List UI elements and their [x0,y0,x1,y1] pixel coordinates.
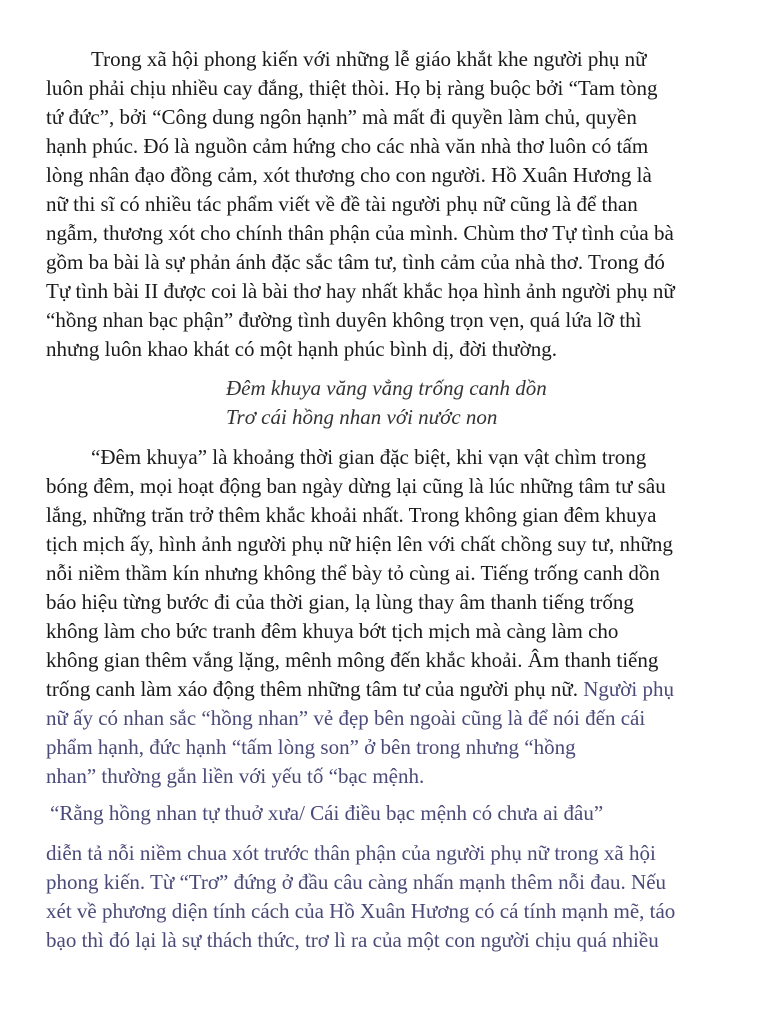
highlighted-text-line: phẩm hạnh, đức hạnh “tấm lòng son” ở bên trong nhưng “hồng [46,735,576,759]
highlighted-text-line: nhan” thường gắn liền với yếu tố “bạc mệnh. [46,764,425,788]
poem-line: Trơ cái hồng nhan với nước non [226,405,498,429]
text-line: gồm ba bài là sự phản ánh đặc sắc tâm tư, tình cảm của nhà thơ. Trong đó [46,250,665,274]
text-line: nỗi niềm thầm kín nhưng không thể bày tỏ cùng ai. Tiếng trống canh dồn [46,561,660,585]
text-line: “hồng nhan bạc phận” đường tình duyên không trọn vẹn, quá lứa lỡ thì [46,308,642,332]
text-line: Trong xã hội phong kiến với những lễ giáo khắt khe người phụ nữ [91,47,647,71]
poem-excerpt [226,374,547,432]
text-line: lòng nhân đạo đồng cảm, xót thương cho con người. Hồ Xuân Hương là [46,163,652,187]
text-segment: trống canh làm xáo động thêm những tâm tư của người phụ nữ. [46,677,578,701]
text-line: nữ thi sĩ có nhiều tác phẩm viết về đề tài người phụ nữ cũng là để than [46,192,638,216]
text-line [46,675,726,704]
text-line: luôn phải chịu nhiều cay đắng, thiệt thòi. Họ bị ràng buộc bởi “Tam tòng [46,76,658,100]
text-line: báo hiệu từng bước đi của thời gian, lạ lùng thay âm thanh tiếng trống [46,590,634,614]
analysis-paragraph [46,443,726,791]
closing-paragraph [46,839,726,955]
text-line: không làm cho bức tranh đêm khuya bớt tịch mịch mà càng làm cho [46,619,619,643]
highlighted-text-line: bạo thì đó lại là sự thách thức, trơ lì ra của một con người chịu quá nhiều [46,928,659,952]
intro-paragraph [46,45,726,364]
text-line: lắng, những trăn trở thêm khắc khoải nhất. Trong không gian đêm khuya [46,503,657,527]
highlighted-text-line: phong kiến. Từ “Trơ” đứng ở đầu câu càng nhấn mạnh thêm nỗi đau. Nếu [46,870,667,894]
text-line: tứ đức”, bởi “Công dung ngôn hạnh” mà mất đi quyền làm chủ, quyền [46,105,637,129]
text-line: “Đêm khuya” là khoảng thời gian đặc biệt, khi vạn vật chìm trong [91,445,647,469]
text-line: Tự tình bài II được coi là bài thơ hay nhất khắc họa hình ảnh người phụ nữ [46,279,675,303]
text-line: ngẫm, thương xót cho chính thân phận của mình. Chùm thơ Tự tình của bà [46,221,674,245]
text-line: hạnh phúc. Đó là nguồn cảm hứng cho các nhà văn nhà thơ luôn có tấm [46,134,649,158]
text-line: tịch mịch ấy, hình ảnh người phụ nữ hiện lên với chất chồng suy tư, những [46,532,673,556]
text-line: nhưng luôn khao khát có một hạnh phúc bình dị, đời thường. [46,337,558,361]
text-line: không gian thêm vắng lặng, mênh mông đến khắc khoải. Âm thanh tiếng [46,648,659,672]
highlighted-text-line: nữ ấy có nhan sắc “hồng nhan” vẻ đẹp bên ngoài cũng là để nói đến cái [46,706,646,730]
quoted-verse: “Rằng hồng nhan tự thuở xưa/ Cái điều bạc mệnh có chưa ai đâu” [50,801,604,825]
highlighted-text-line: xét về phương diện tính cách của Hồ Xuân Hương có cá tính mạnh mẽ, táo [46,899,676,923]
highlighted-text-segment: Người phụ [577,677,674,701]
highlighted-text-line: diễn tả nỗi niềm chua xót trước thân phận của người phụ nữ trong xã hội [46,841,656,865]
poem-line: Đêm khuya văng vẳng trống canh dồn [226,376,547,400]
text-line: bóng đêm, mọi hoạt động ban ngày dừng lại cũng là lúc những tâm tư sâu [46,474,666,498]
